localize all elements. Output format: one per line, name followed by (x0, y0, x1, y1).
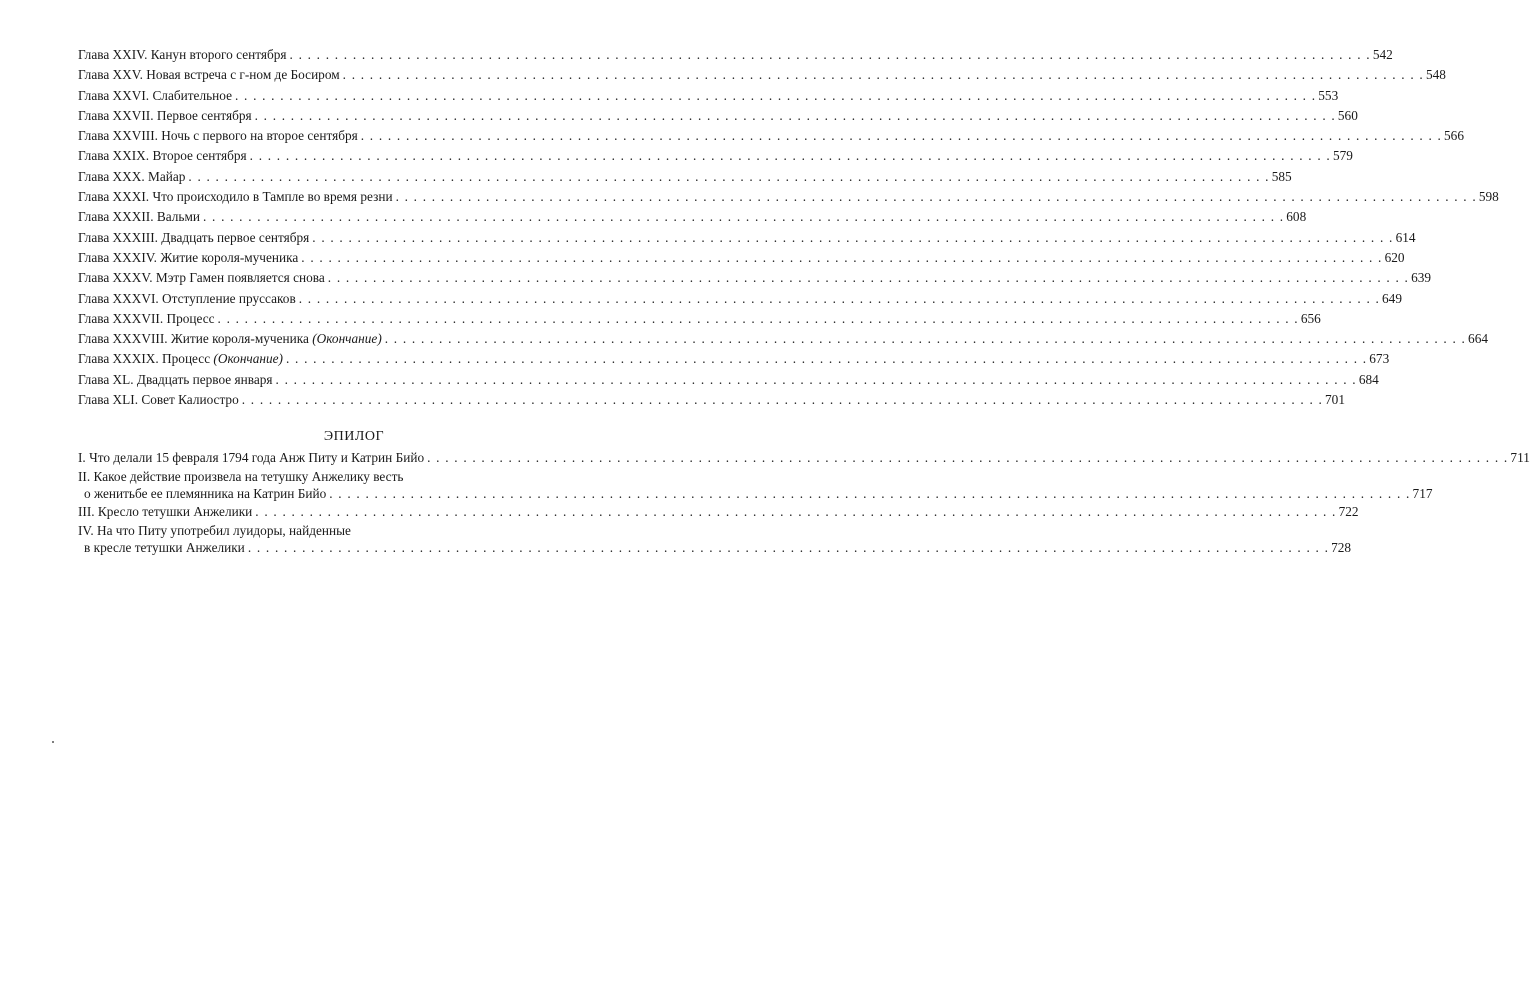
epilogue-heading: ЭПИЛОГ (323, 429, 385, 445)
toc-entry (78, 67, 1446, 87)
entry-title (78, 250, 301, 266)
toc-entry (78, 168, 1292, 189)
page-number: 553 (1318, 87, 1339, 103)
toc-entry (78, 392, 1345, 412)
entry-title (78, 331, 385, 347)
toc-entry (78, 486, 1433, 504)
entry-title-text: Глава XXIV. Канун второго сентября (78, 47, 287, 62)
page-number: 664 (1468, 331, 1488, 347)
page-number: 614 (1395, 229, 1416, 245)
dot-leader: . . . . . . . . . . . . . . . . . . . . . . . . . . . . . . . . . . . . . . . . . . . . . . . . . . . . . . . . . . . . . . . . . . . . . . . . . . . . . . . . . . . . . . . . . . . . . . . . . . . . . . . . . . . . . . . . . . . . . . . . (342, 67, 1424, 83)
dot-leader: . . . . . . . . . . . . . . . . . . . . . . . . . . . . . . . . . . . . . . . . . . . . . . . . . . . . . . . . . . . . . . . . . . . . . . . . . . . . . . . . . . . . . . . . . . . . . . . . . . . . . . . . . . . . . . . . . . . . . . . . (241, 392, 1324, 408)
page-number: 649 (1382, 290, 1402, 306)
entry-title (84, 540, 248, 556)
toc-entry (78, 351, 1390, 371)
entry-title (78, 270, 328, 286)
dot-leader: . . . . . . . . . . . . . . . . . . . . . . . . . . . . . . . . . . . . . . . . . . . . . . . . . . . . . . . . . . . . . . . . . . . . . . . . . . . . . . . . . . . . . . . . . . . . . . . . . . . . . . . . . . . . . . . . . . . . . . . . (289, 47, 1371, 62)
chapter-list (78, 47, 1499, 412)
entry-title-text: Глава XXXI. Что происходило в Тампле во время резни (78, 189, 393, 205)
toc-entry (78, 229, 1416, 250)
dot-leader: . . . . . . . . . . . . . . . . . . . . . . . . . . . . . . . . . . . . . . . . . . . . . . . . . . . . . . . . . . . . . . . . . . . . . . . . . . . . . . . . . . . . . . . . . . . . . . . . . . . . . . . . . . . . . . . . . . . . . . . . (329, 486, 1411, 502)
entry-title-first-line: IV. На что Питу употребил луидоры, найденные (78, 523, 351, 539)
entry-title-text: Глава XXV. Новая встреча с г-ном де Босиром (78, 67, 340, 83)
entry-title-text: о женитьбе ее племянника на Катрин Бийо (84, 486, 327, 502)
entry-title-text: Глава XXXIII. Двадцать первое сентября (78, 229, 310, 245)
toc-entry (78, 148, 1353, 168)
entry-title (78, 311, 218, 327)
toc-entry (78, 290, 1402, 311)
page-number: 673 (1369, 351, 1390, 367)
page-number: 701 (1325, 392, 1345, 408)
epilogue-entry (78, 450, 1530, 468)
entry-title-text: I. Что делали 15 февраля 1794 года Анж Питу и Катрин Бийо (78, 450, 425, 466)
page-number: 711 (1510, 450, 1530, 466)
toc-entry (78, 87, 1339, 108)
page-number: 639 (1411, 270, 1432, 286)
entry-title (78, 230, 312, 246)
dot-leader: . . . . . . . . . . . . . . . . . . . . . . . . . . . . . . . . . . . . . . . . . . . . . . . . . . . . . . . . . . . . . . . . . . . . . . . . . . . . . . . . . . . . . . . . . . . . . . . . . . . . . . . . . . . . . . . . . . . . . . . . (327, 270, 1410, 286)
entry-title-italic: (Окончание) (312, 331, 382, 347)
entry-title-text: Глава XXXVI. Отступление пруссаков (78, 290, 296, 306)
entry-title (78, 88, 235, 104)
page-number: 608 (1286, 209, 1307, 225)
dot-leader: . . . . . . . . . . . . . . . . . . . . . . . . . . . . . . . . . . . . . . . . . . . . . . . . . . . . . . . . . . . . . . . . . . . . . . . . . . . . . . . . . . . . . . . . . . . . . . . . . . . . . . . . . . . . . . . . . . . . . . . . (188, 168, 1270, 184)
toc-entry (78, 249, 1405, 270)
entry-title (78, 128, 361, 144)
entry-title-text: Глава XXXVIII. Житие короля-мученика (78, 331, 313, 347)
dot-leader: . . . . . . . . . . . . . . . . . . . . . . . . . . . . . . . . . . . . . . . . . . . . . . . . . . . . . . . . . . . . . . . . . . . . . . . . . . . . . . . . . . . . . . . . . . . . . . . . . . . . . . . . . . . . . . . . . . . . . . . . (254, 107, 1336, 123)
page-number: 579 (1332, 148, 1353, 164)
dot-leader: . . . . . . . . . . . . . . . . . . . . . . . . . . . . . . . . . . . . . . . . . . . . . . . . . . . . . . . . . . . . . . . . . . . . . . . . . . . . . . . . . . . . . . . . . . . . . . . . . . . . . . . . . . . . . . . . . . . . . . . . (285, 351, 1368, 367)
entry-title-text: Глава XXVI. Слабительное (78, 87, 232, 103)
toc-entry (78, 371, 1379, 392)
toc-entry (78, 47, 1393, 67)
entry-title-text: Глава XXVIII. Ночь с первого на второе сентября (78, 128, 358, 144)
entry-title-first-line: II. Какое действие произвела на тетушку Анжелику весть (78, 469, 404, 485)
page-number: 598 (1478, 189, 1499, 205)
page-number: 717 (1412, 486, 1433, 502)
dot-leader: . . . . . . . . . . . . . . . . . . . . . . . . . . . . . . . . . . . . . . . . . . . . . . . . . . . . . . . . . . . . . . . . . . . . . . . . . . . . . . . . . . . . . . . . . . . . . . . . . . . . . . . . . . . . . . . . . . . . . . . . (384, 331, 1467, 347)
scan-speck (52, 741, 54, 743)
page-number: 620 (1384, 249, 1405, 265)
toc-entry (78, 128, 1464, 148)
toc-entry (78, 540, 1352, 558)
dot-leader: . . . . . . . . . . . . . . . . . . . . . . . . . . . . . . . . . . . . . . . . . . . . . . . . . . . . . . . . . . . . . . . . . . . . . . . . . . . . . . . . . . . . . . . . . . . . . . . . . . . . . . . . . . . . . . . . . . . . . . . . (301, 249, 1383, 265)
toc-entry (78, 270, 1432, 290)
entry-title (78, 209, 203, 225)
page-number: 656 (1300, 310, 1321, 326)
entry-title (78, 372, 276, 388)
toc-entry (78, 107, 1358, 128)
entry-title-text: Глава XXVII. Первое сентября (78, 107, 252, 123)
dot-leader: . . . . . . . . . . . . . . . . . . . . . . . . . . . . . . . . . . . . . . . . . . . . . . . . . . . . . . . . . . . . . . . . . . . . . . . . . . . . . . . . . . . . . . . . . . . . . . . . . . . . . . . . . . . . . . . . . . . . . . . . (255, 504, 1337, 520)
table-of-contents (78, 47, 1530, 558)
entry-title (78, 351, 286, 367)
page-number: 542 (1372, 47, 1393, 62)
entry-title (78, 148, 250, 164)
entry-title (78, 291, 299, 307)
dot-leader: . . . . . . . . . . . . . . . . . . . . . . . . . . . . . . . . . . . . . . . . . . . . . . . . . . . . . . . . . . . . . . . . . . . . . . . . . . . . . . . . . . . . . . . . . . . . . . . . . . . . . . . . . . . . . . . . . . . . . . . . (298, 290, 1381, 306)
toc-entry (78, 310, 1321, 331)
entry-title (78, 189, 396, 205)
epilogue-list (78, 450, 1530, 558)
entry-title-text: Глава XXX. Майар (78, 168, 186, 184)
entry-title-text: Глава XXXII. Вальми (78, 209, 200, 225)
dot-leader: . . . . . . . . . . . . . . . . . . . . . . . . . . . . . . . . . . . . . . . . . . . . . . . . . . . . . . . . . . . . . . . . . . . . . . . . . . . . . . . . . . . . . . . . . . . . . . . . . . . . . . . . . . . . . . . . . . . . . . . . (395, 189, 1477, 205)
entry-title-text: Глава XXXIV. Житие короля-мученика (78, 249, 299, 265)
entry-title (78, 392, 242, 408)
entry-title-text: Глава XXIX. Второе сентября (78, 148, 247, 164)
toc-entry (78, 504, 1359, 522)
toc-entry (78, 450, 1530, 468)
page-number: 684 (1358, 371, 1379, 387)
dot-leader: . . . . . . . . . . . . . . . . . . . . . . . . . . . . . . . . . . . . . . . . . . . . . . . . . . . . . . . . . . . . . . . . . . . . . . . . . . . . . . . . . . . . . . . . . . . . . . . . . . . . . . . . . . . . . . . . . . . . . . . . (427, 450, 1509, 466)
page-number: 548 (1425, 67, 1446, 83)
page-number: 560 (1337, 107, 1358, 123)
entry-title (84, 486, 329, 502)
entry-title (78, 450, 427, 466)
entry-title-text: Глава XL. Двадцать первое января (78, 371, 273, 387)
page-number: 585 (1271, 168, 1292, 184)
entry-title-text: в кресле тетушки Анжелики (84, 540, 245, 556)
page-number: 722 (1338, 504, 1359, 520)
dot-leader: . . . . . . . . . . . . . . . . . . . . . . . . . . . . . . . . . . . . . . . . . . . . . . . . . . . . . . . . . . . . . . . . . . . . . . . . . . . . . . . . . . . . . . . . . . . . . . . . . . . . . . . . . . . . . . . . . . . . . . . . (360, 128, 1443, 144)
epilogue-entry (78, 522, 1352, 558)
page-number: 728 (1331, 540, 1352, 556)
entry-title-text: III. Кресло тетушки Анжелики (78, 504, 253, 520)
entry-title-text: Глава XXXVII. Процесс (78, 310, 215, 326)
entry-title (78, 47, 290, 63)
dot-leader: . . . . . . . . . . . . . . . . . . . . . . . . . . . . . . . . . . . . . . . . . . . . . . . . . . . . . . . . . . . . . . . . . . . . . . . . . . . . . . . . . . . . . . . . . . . . . . . . . . . . . . . . . . . . . . . . . . . . . . . . (249, 148, 1331, 164)
entry-title-text: Глава XLI. Совет Калиостро (78, 392, 239, 408)
entry-title (78, 504, 255, 520)
dot-leader: . . . . . . . . . . . . . . . . . . . . . . . . . . . . . . . . . . . . . . . . . . . . . . . . . . . . . . . . . . . . . . . . . . . . . . . . . . . . . . . . . . . . . . . . . . . . . . . . . . . . . . . . . . . . . . . . . . . . . . . . (312, 229, 1394, 245)
dot-leader: . . . . . . . . . . . . . . . . . . . . . . . . . . . . . . . . . . . . . . . . . . . . . . . . . . . . . . . . . . . . . . . . . . . . . . . . . . . . . . . . . . . . . . . . . . . . . . . . . . . . . . . . . . . . . . . . . . . . . . . . (275, 371, 1357, 387)
dot-leader: . . . . . . . . . . . . . . . . . . . . . . . . . . . . . . . . . . . . . . . . . . . . . . . . . . . . . . . . . . . . . . . . . . . . . . . . . . . . . . . . . . . . . . . . . . . . . . . . . . . . . . . . . . . . . . . . . . . . . . . . (202, 209, 1285, 225)
dot-leader: . . . . . . . . . . . . . . . . . . . . . . . . . . . . . . . . . . . . . . . . . . . . . . . . . . . . . . . . . . . . . . . . . . . . . . . . . . . . . . . . . . . . . . . . . . . . . . . . . . . . . . . . . . . . . . . . . . . . . . . . (247, 540, 1330, 556)
entry-title (78, 169, 188, 185)
dot-leader: . . . . . . . . . . . . . . . . . . . . . . . . . . . . . . . . . . . . . . . . . . . . . . . . . . . . . . . . . . . . . . . . . . . . . . . . . . . . . . . . . . . . . . . . . . . . . . . . . . . . . . . . . . . . . . . . . . . . . . . . (234, 87, 1317, 103)
entry-title (78, 108, 255, 124)
entry-title-text: Глава XXXIX. Процесс (78, 351, 214, 367)
toc-entry (78, 331, 1488, 351)
dot-leader: . . . . . . . . . . . . . . . . . . . . . . . . . . . . . . . . . . . . . . . . . . . . . . . . . . . . . . . . . . . . . . . . . . . . . . . . . . . . . . . . . . . . . . . . . . . . . . . . . . . . . . . . . . . . . . . . . . . . . . . . (217, 310, 1299, 326)
epilogue-entry (78, 504, 1359, 522)
page-number: 566 (1444, 128, 1464, 144)
entry-title-text: Глава XXXV. Мэтр Гамен появляется снова (78, 270, 325, 286)
toc-entry (78, 209, 1307, 229)
entry-title (78, 67, 343, 83)
toc-entry (78, 189, 1499, 209)
epilogue-entry (78, 468, 1433, 504)
entry-title-italic: (Окончание) (213, 351, 283, 367)
